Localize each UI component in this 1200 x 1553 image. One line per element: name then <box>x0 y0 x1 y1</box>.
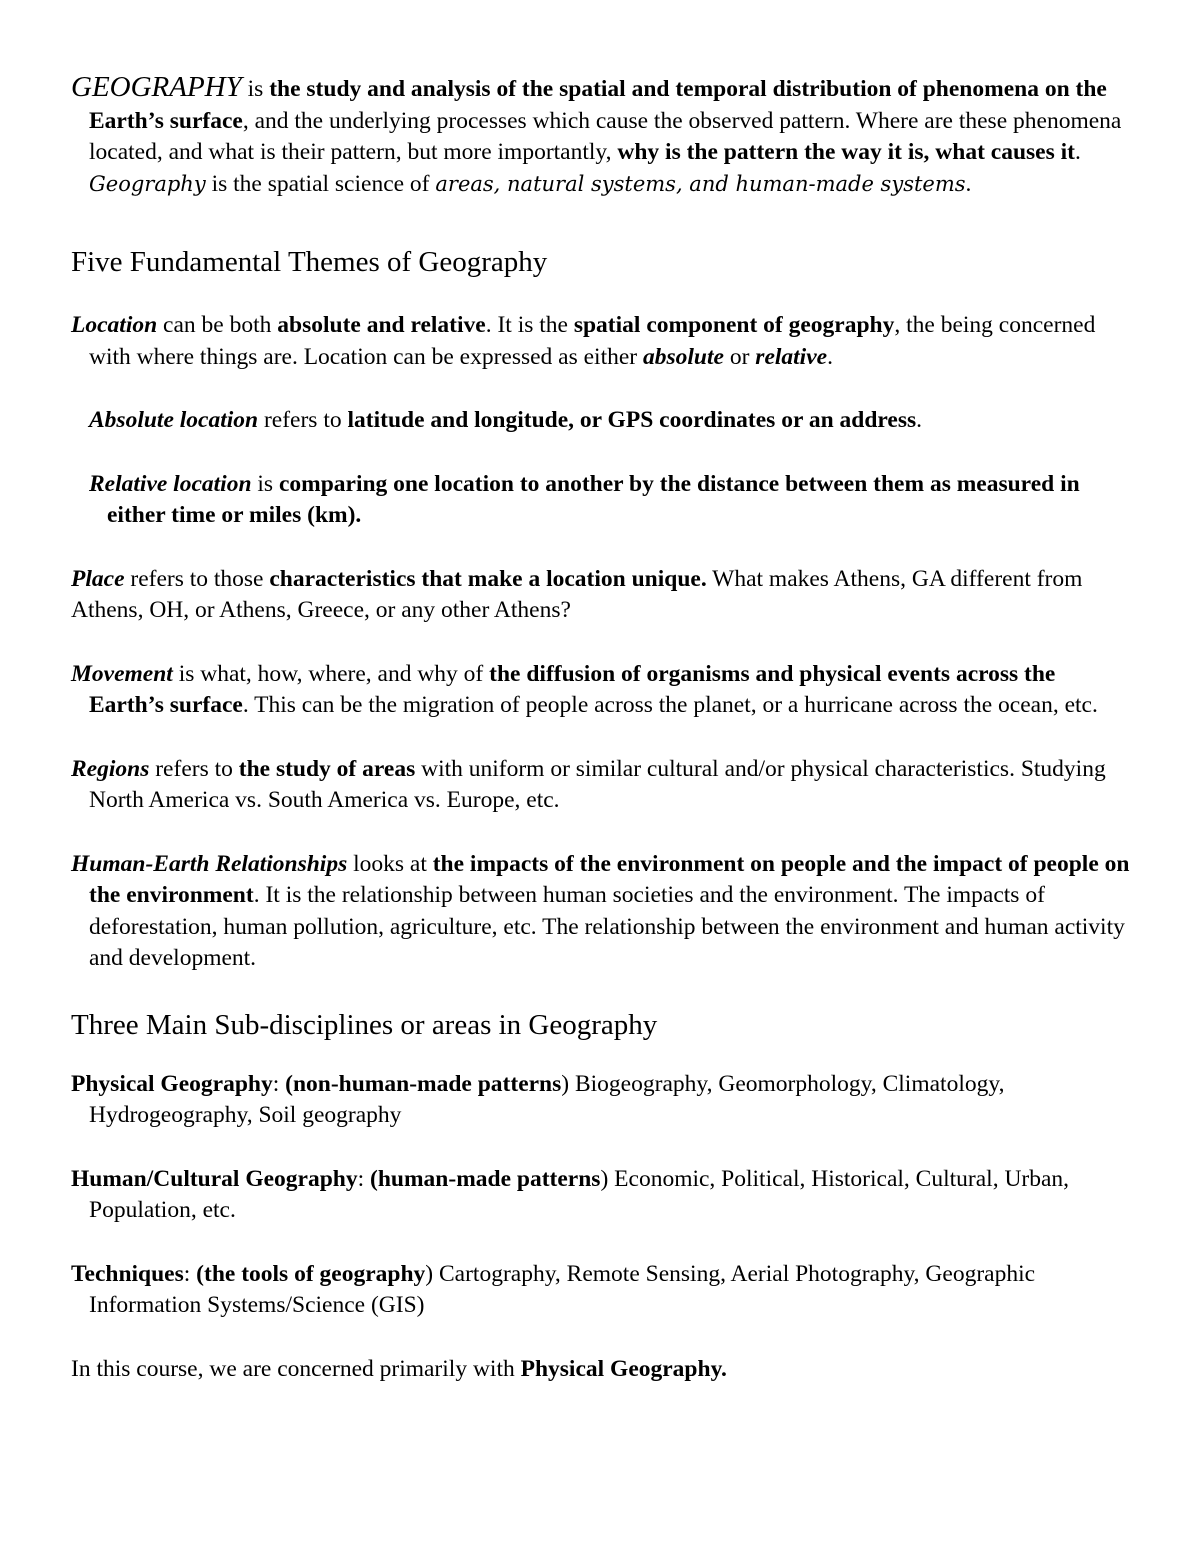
location-term: Location <box>71 312 158 338</box>
human-geography-paragraph: Human/Cultural Geography: (human-made patterns) Economic, Political, Historical, Cultural, Urban, Population, etc. <box>71 1165 1070 1223</box>
movement-term: Movement <box>71 660 173 687</box>
subdisciplines-heading: Three Main Sub-disciplines or areas in Geography <box>71 1008 658 1041</box>
techniques-paragraph: Techniques: (the tools of geography) Cartography, Remote Sensing, Aerial Photography, Geographic Information Systems/Science (GIS) <box>71 1260 1036 1318</box>
place-paragraph: Place refers to those characteristics that make a location unique. What makes Athens, GA different from Athens, OH, or Athens, Greece, or any other Athens? <box>71 565 1083 623</box>
closing-paragraph: In this course, we are concerned primarily with Physical Geography. <box>71 1355 727 1382</box>
movement-paragraph: Movement is what, how, where, and why of the diffusion of organisms and physical events across the Earth’s surface. This can be the migration of people across the planet, or a hurricane across the ocean, etc. <box>71 660 1098 718</box>
place-term: Place <box>71 565 125 592</box>
human-geography-term: Human/Cultural Geography <box>71 1165 358 1192</box>
relative-location-paragraph: Relative location is comparing one location to another by the distance between them as measured in either time or miles (km). <box>89 470 1080 528</box>
intro-paragraph: GEOGRAPHY is the study and analysis of the spatial and temporal distribution of phenomena on the Earth’s surface, and the underlying processes which cause the observed pattern. Where are these phenomena located, and what is their pattern, but more importantly, why is the pattern the way it is, what causes it. Geography is the spatial science of areas, natural systems, and human-made systems. <box>71 71 1122 197</box>
physical-geography-term: Physical Geography <box>71 1070 273 1097</box>
intro-term: GEOGRAPHY <box>71 71 242 103</box>
human-earth-term: Human-Earth Relationships <box>71 850 348 877</box>
human-earth-paragraph: Human-Earth Relationships looks at the impacts of the environment on people and the impact of people on the environment. It is the relationship between human societies and the environment. The impacts of deforestation, human pollution, agriculture, etc. The relationship between the environment and human activity and development. <box>71 850 1130 971</box>
physical-geography-paragraph: Physical Geography: (non-human-made patterns) Biogeography, Geomorphology, Climatology, Hydrogeography, Soil geography <box>71 1070 1005 1128</box>
document-page <box>71 72 1131 1385</box>
themes-heading: Five Fundamental Themes of Geography <box>71 246 548 278</box>
regions-paragraph: Regions refers to the study of areas with uniform or similar cultural and/or physical characteristics. Studying North America vs. South America vs. Europe, etc. <box>71 755 1106 813</box>
absolute-location-paragraph: Absolute location refers to latitude and longitude, or GPS coordinates or an address. <box>89 407 923 433</box>
relative-location-term: Relative location <box>89 470 252 497</box>
absolute-location-term: Absolute location <box>89 407 259 433</box>
techniques-term: Techniques <box>71 1260 184 1287</box>
location-paragraph: Location can be both absolute and relative. It is the spatial component of geography, the being concerned with where things are. Location can be expressed as either absolute or relative. <box>71 312 1096 370</box>
regions-term: Regions <box>71 755 150 782</box>
